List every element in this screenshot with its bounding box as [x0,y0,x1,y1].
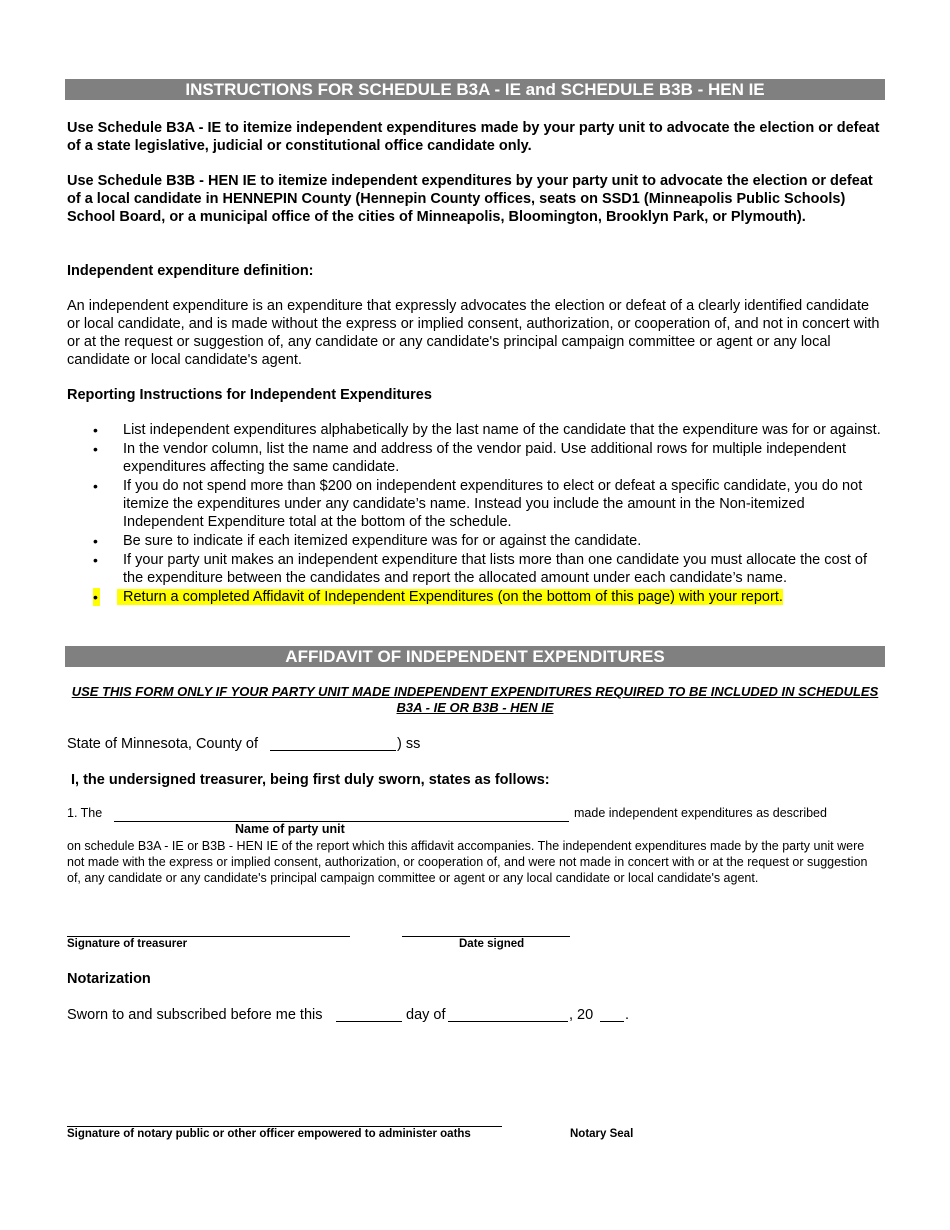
b3b-paragraph: Use Schedule B3B - HEN IE to itemize independent expenditures by your party unit to advocate the election or defeat of a local candidate in HENNEPIN County (Hennepin County offices, seats on SSD1 (Minneapolis Public Schools) School Board, or a municipal office of the cities of Minneapolis, Bloomington, Brooklyn Park, or Plymouth). [67,173,873,225]
highlighted-list-item: • Return a completed Affidavit of Independent Expenditures (on the bottom of this page) with your report. [93,589,783,605]
state-line: State of Minnesota, County of [67,736,259,752]
use-form-note: USE THIS FORM ONLY IF YOUR PARTY UNIT MADE INDEPENDENT EXPENDITURES REQUIRED TO BE INCLUDED IN SCHEDULES B3A - IE OR B3B - HEN IE [71,684,879,715]
year-field[interactable] [600,1021,624,1022]
item1-body: on schedule B3A - IE or B3B - HEN IE of the report which this affidavit accompanies. The independent expenditures made by the party unit were not made with the express or implied consent, authorization, or cooperation of, and were not made in concert with or at the request or suggestion of, any candidate or any candidate's principal campaign committee or agent or any local candidate or local candidate's agent. [67,839,868,885]
item1-prefix: 1. The [67,806,103,820]
bullet-icon: • [93,478,98,494]
notary-seal-label: Notary Seal [570,1128,634,1140]
affidavit-header: AFFIDAVIT OF INDEPENDENT EXPENDITURES [65,646,885,667]
list-item: • If you do not spend more than $200 on independent expenditures to elect or defeat a specific candidate, you do not itemize the expenditures under any candidate’s name. Instead you include the amount in the Non-itemized Independent Expenditure total at the bottom of the schedule. [93,478,863,530]
reporting-heading: Reporting Instructions for Independent Expenditures [67,387,432,403]
bullet-icon: • [93,589,98,605]
sworn-year-label: , 20 [569,1007,594,1023]
item1-suffix: made independent expenditures as described [574,806,827,820]
bullet-icon: • [93,422,98,438]
date-signed-field[interactable] [402,936,570,937]
month-field[interactable] [448,1021,568,1022]
list-item: • If your party unit makes an independent expenditure that lists more than one candidate you must allocate the cost of the expenditure between the candidates and report the allocated amount under each candidate’s name. [93,552,867,586]
definition-text: An independent expenditure is an expenditure that expressly advocates the election or defeat of a clearly identified candidate or local candidate, and is made without the express or implied consent, authorization, or cooperation of, and not in concert with or at the request or suggestion of, any candidate or any candidate's principal campaign committee or agent or any local candidate or local candidate's agent. [67,298,880,368]
sworn-day-label: day of [406,1007,446,1023]
definition-heading: Independent expenditure definition: [67,263,314,279]
day-field[interactable] [336,1021,402,1022]
b3a-paragraph: Use Schedule B3A - IE to itemize independent expenditures made by your party unit to advocate the election or defeat of a state legislative, judicial or constitutional office candidate only. [67,120,880,154]
sworn-heading: I, the undersigned treasurer, being first duly sworn, states as follows: [71,772,550,788]
notarization-heading: Notarization [67,971,151,987]
county-field[interactable] [270,750,396,751]
bullet-icon: • [93,533,98,549]
state-ss: ) ss [397,736,421,752]
instructions-header: INSTRUCTIONS FOR SCHEDULE B3A - IE and SCHEDULE B3B - HEN IE [65,79,885,100]
sworn-prefix: Sworn to and subscribed before me this [67,1007,323,1023]
bullet-icon: • [93,441,98,457]
list-item: • List independent expenditures alphabetically by the last name of the candidate that the expenditure was for or against. [93,422,881,438]
instruction-bullet-list [67,421,882,607]
notary-signature-field[interactable] [67,1126,502,1127]
list-item: • Be sure to indicate if each itemized expenditure was for or against the candidate. [93,533,642,549]
notary-signature-label: Signature of notary public or other officer empowered to administer oaths [67,1128,471,1140]
bullet-icon: • [93,552,98,568]
list-item: • In the vendor column, list the name and address of the vendor paid. Use additional rows for multiple independent expenditures affecting the same candidate. [93,441,847,475]
sworn-end: . [625,1007,630,1023]
treasurer-signature-field[interactable] [67,936,350,937]
party-unit-label: Name of party unit [235,822,345,836]
treasurer-signature-label: Signature of treasurer [67,938,188,950]
date-signed-label: Date signed [459,938,525,950]
